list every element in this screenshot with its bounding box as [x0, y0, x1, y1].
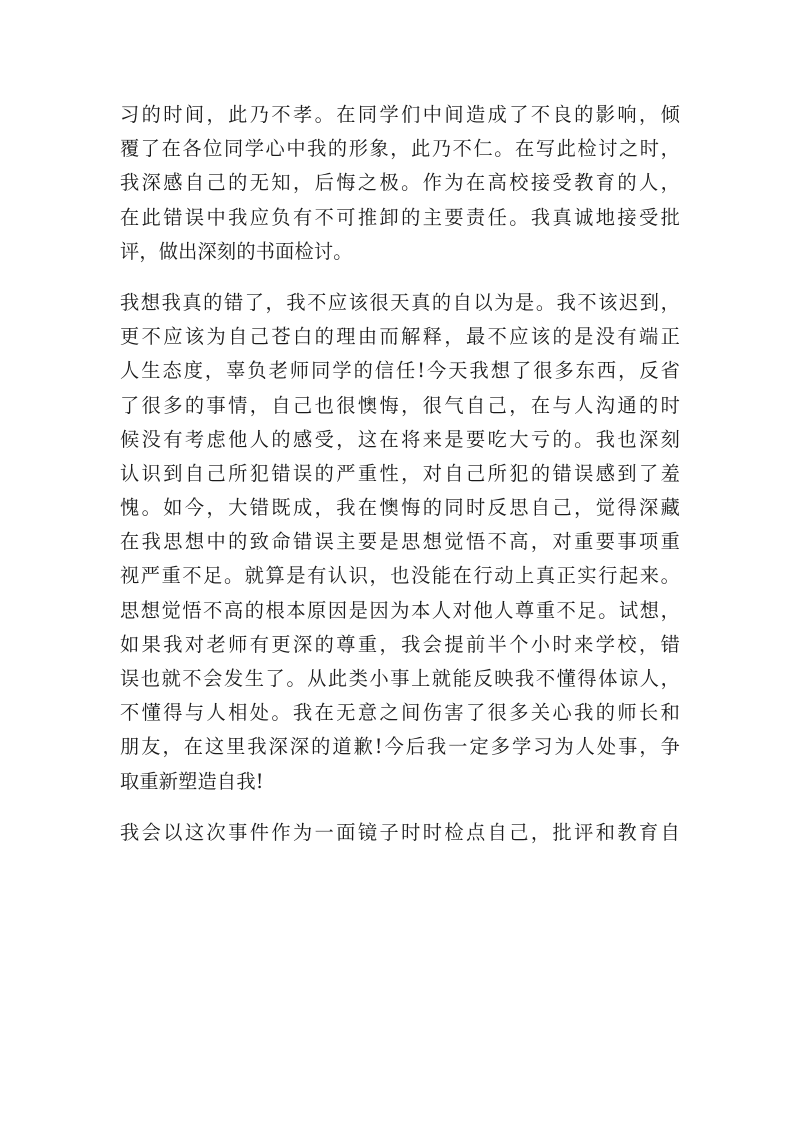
text-line: 在此错误中我应负有不可推卸的主要责任。我真诚地接受批	[120, 205, 680, 229]
paragraph-3	[120, 816, 680, 850]
text-line: 取重新塑造自我!	[120, 769, 264, 793]
document-body	[120, 98, 680, 867]
paragraph-2	[120, 286, 680, 799]
text-line: 朋友，在这里我深深的道歉!今后我一定多学习为人处事，争	[120, 735, 680, 759]
text-line: 我想我真的错了，我不应该很天真的自以为是。我不该迟到，	[120, 290, 680, 314]
text-line: 了很多的事情，自己也很懊悔，很气自己，在与人沟通的时	[120, 393, 680, 417]
text-line: 候没有考虑他人的感受，这在将来是要吃大亏的。我也深刻	[120, 427, 680, 451]
text-line: 不懂得与人相处。我在无意之间伤害了很多关心我的师长和	[120, 701, 680, 725]
text-line: 人生态度，辜负老师同学的信任!今天我想了很多东西，反省	[120, 359, 680, 383]
text-line: 愧。如今，大错既成，我在懊悔的同时反思自己，觉得深藏	[120, 496, 680, 520]
text-line: 更不应该为自己苍白的理由而解释，最不应该的是没有端正	[120, 325, 680, 349]
text-line: 评，做出深刻的书面检讨。	[120, 239, 353, 263]
text-line: 如果我对老师有更深的尊重，我会提前半个小时来学校，错	[120, 632, 680, 656]
text-line: 在我思想中的致命错误主要是思想觉悟不高，对重要事项重	[120, 530, 680, 554]
text-line: 覆了在各位同学心中我的形象，此乃不仁。在写此检讨之时，	[120, 137, 680, 161]
text-line: 思想觉悟不高的根本原因是因为本人对他人尊重不足。试想，	[120, 598, 680, 622]
text-line: 我深感自己的无知，后悔之极。作为在高校接受教育的人，	[120, 171, 680, 195]
text-line: 误也就不会发生了。从此类小事上就能反映我不懂得体谅人，	[120, 667, 680, 690]
text-line: 我会以这次事件作为一面镜子时时检点自己，批评和教育自	[120, 820, 680, 844]
text-line: 习的时间，此乃不孝。在同学们中间造成了不良的影响，倾	[120, 103, 680, 126]
paragraph-1	[120, 98, 680, 269]
text-line: 认识到自己所犯错误的严重性，对自己所犯的错误感到了羞	[120, 461, 680, 485]
text-line: 视严重不足。就算是有认识，也没能在行动上真正实行起来。	[120, 564, 680, 588]
